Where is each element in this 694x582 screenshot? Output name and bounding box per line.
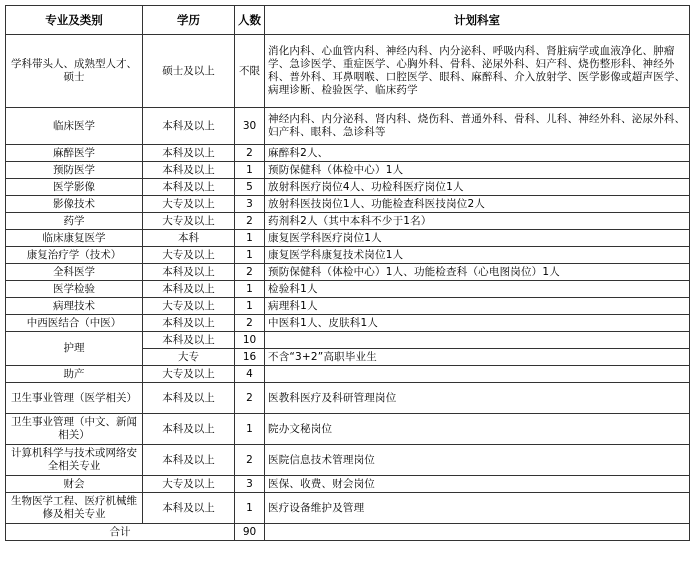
count-cell: 3 — [235, 476, 265, 493]
category-cell: 全科医学 — [6, 264, 143, 281]
category-cell: 中西医结合（中医） — [6, 315, 143, 332]
category-cell: 麻醉医学 — [6, 145, 143, 162]
education-cell: 本科及以上 — [143, 281, 235, 298]
category-cell: 病理技术 — [6, 298, 143, 315]
table-row — [6, 366, 690, 383]
table-row — [6, 196, 690, 213]
category-cell: 医学检验 — [6, 281, 143, 298]
nursing-row-1 — [6, 332, 690, 349]
plan-cell: 医院信息技术管理岗位 — [265, 445, 690, 476]
table-row — [6, 476, 690, 493]
education-cell: 大专 — [143, 349, 235, 366]
plan-cell: 中医科1人、皮肤科1人 — [265, 315, 690, 332]
total-plan-empty — [265, 524, 690, 541]
plan-cell: 医疗设备维护及管理 — [265, 493, 690, 524]
category-cell: 康复治疗学（技术） — [6, 247, 143, 264]
table-row — [6, 162, 690, 179]
plan-cell: 康复医学科康复技术岗位1人 — [265, 247, 690, 264]
table-row — [6, 145, 690, 162]
education-cell: 本科 — [143, 230, 235, 247]
plan-cell: 消化内科、心血管内科、神经内科、内分泌科、呼吸内科、肾脏病学或血液净化、肿瘤学、急诊医学、重症医学、心胸外科、骨科、泌尿外科、妇产科、烧伤整形科、神经外科、普外科、耳鼻咽喉、口腔医学、眼科、麻醉科、介入放射学、医学影像或超声医学、病理诊断、检验医学、临床药学 — [265, 35, 690, 108]
total-row — [6, 524, 690, 541]
plan-cell: 神经内科、内分泌科、肾内科、烧伤科、普通外科、骨科、儿科、神经外科、泌尿外科、妇产科、眼科、急诊科等 — [265, 108, 690, 145]
plan-cell: 放射科医技岗位1人、功能检查科医技岗位2人 — [265, 196, 690, 213]
education-cell: 本科及以上 — [143, 264, 235, 281]
header-count: 人数 — [235, 6, 265, 35]
table-row — [6, 179, 690, 196]
category-cell: 临床康复医学 — [6, 230, 143, 247]
count-cell: 5 — [235, 179, 265, 196]
count-cell: 1 — [235, 493, 265, 524]
table-row — [6, 445, 690, 476]
count-cell: 16 — [235, 349, 265, 366]
table-row — [6, 264, 690, 281]
plan-cell — [265, 366, 690, 383]
education-cell: 本科及以上 — [143, 179, 235, 196]
plan-cell: 预防保健科（体检中心）1人 — [265, 162, 690, 179]
count-cell: 不限 — [235, 35, 265, 108]
total-label: 合计 — [6, 524, 235, 541]
education-cell: 大专及以上 — [143, 247, 235, 264]
plan-cell: 不含“3+2”高职毕业生 — [265, 349, 690, 366]
header-category: 专业及类别 — [6, 6, 143, 35]
education-cell: 本科及以上 — [143, 493, 235, 524]
education-cell: 本科及以上 — [143, 108, 235, 145]
education-cell: 大专及以上 — [143, 476, 235, 493]
count-cell: 2 — [235, 445, 265, 476]
count-cell: 2 — [235, 315, 265, 332]
category-cell: 生物医学工程、医疗机械维修及相关专业 — [6, 493, 143, 524]
table-row — [6, 383, 690, 414]
table-row — [6, 213, 690, 230]
category-cell: 卫生事业管理（中文、新闻相关） — [6, 414, 143, 445]
count-cell: 1 — [235, 247, 265, 264]
count-cell: 2 — [235, 145, 265, 162]
table-row — [6, 108, 690, 145]
table-row — [6, 247, 690, 264]
category-cell: 药学 — [6, 213, 143, 230]
plan-cell: 放射科医疗岗位4人、功检科医疗岗位1人 — [265, 179, 690, 196]
count-cell: 30 — [235, 108, 265, 145]
education-cell: 大专及以上 — [143, 298, 235, 315]
category-cell: 预防医学 — [6, 162, 143, 179]
recruitment-plan-table — [5, 5, 690, 541]
total-count: 90 — [235, 524, 265, 541]
header-plan: 计划科室 — [265, 6, 690, 35]
table-row — [6, 414, 690, 445]
table-row — [6, 315, 690, 332]
count-cell: 10 — [235, 332, 265, 349]
count-cell: 1 — [235, 414, 265, 445]
count-cell: 1 — [235, 162, 265, 179]
category-cell: 助产 — [6, 366, 143, 383]
education-cell: 本科及以上 — [143, 332, 235, 349]
education-cell: 大专及以上 — [143, 366, 235, 383]
count-cell: 4 — [235, 366, 265, 383]
count-cell: 2 — [235, 383, 265, 414]
count-cell: 1 — [235, 230, 265, 247]
category-cell: 财会 — [6, 476, 143, 493]
count-cell: 2 — [235, 264, 265, 281]
category-cell: 影像技术 — [6, 196, 143, 213]
education-cell: 大专及以上 — [143, 213, 235, 230]
education-cell: 本科及以上 — [143, 145, 235, 162]
count-cell: 3 — [235, 196, 265, 213]
table-row — [6, 281, 690, 298]
category-cell: 临床医学 — [6, 108, 143, 145]
plan-cell: 药剂科2人（其中本科不少于1名） — [265, 213, 690, 230]
count-cell: 1 — [235, 298, 265, 315]
education-cell: 本科及以上 — [143, 315, 235, 332]
header-education: 学历 — [143, 6, 235, 35]
plan-cell: 检验科1人 — [265, 281, 690, 298]
education-cell: 硕士及以上 — [143, 35, 235, 108]
plan-cell: 院办文秘岗位 — [265, 414, 690, 445]
plan-cell: 麻醉科2人、 — [265, 145, 690, 162]
table-row — [6, 298, 690, 315]
table-row — [6, 493, 690, 524]
table-header-row — [6, 6, 690, 35]
category-cell: 计算机科学与技术或网络安全相关专业 — [6, 445, 143, 476]
plan-cell: 医保、收费、财会岗位 — [265, 476, 690, 493]
category-cell: 学科带头人、成熟型人才、硕士 — [6, 35, 143, 108]
plan-cell: 医教科医疗及科研管理岗位 — [265, 383, 690, 414]
education-cell: 本科及以上 — [143, 162, 235, 179]
category-cell: 医学影像 — [6, 179, 143, 196]
category-cell: 卫生事业管理（医学相关） — [6, 383, 143, 414]
plan-cell — [265, 332, 690, 349]
plan-cell: 病理科1人 — [265, 298, 690, 315]
count-cell: 1 — [235, 281, 265, 298]
table-row — [6, 230, 690, 247]
education-cell: 本科及以上 — [143, 383, 235, 414]
plan-cell: 预防保健科（体检中心）1人、功能检查科（心电图岗位）1人 — [265, 264, 690, 281]
nursing-category-cell: 护理 — [6, 332, 143, 366]
recruitment-table-wrapper — [5, 5, 690, 541]
education-cell: 本科及以上 — [143, 445, 235, 476]
education-cell: 大专及以上 — [143, 196, 235, 213]
table-row — [6, 35, 690, 108]
plan-cell: 康复医学科医疗岗位1人 — [265, 230, 690, 247]
count-cell: 2 — [235, 213, 265, 230]
education-cell: 本科及以上 — [143, 414, 235, 445]
